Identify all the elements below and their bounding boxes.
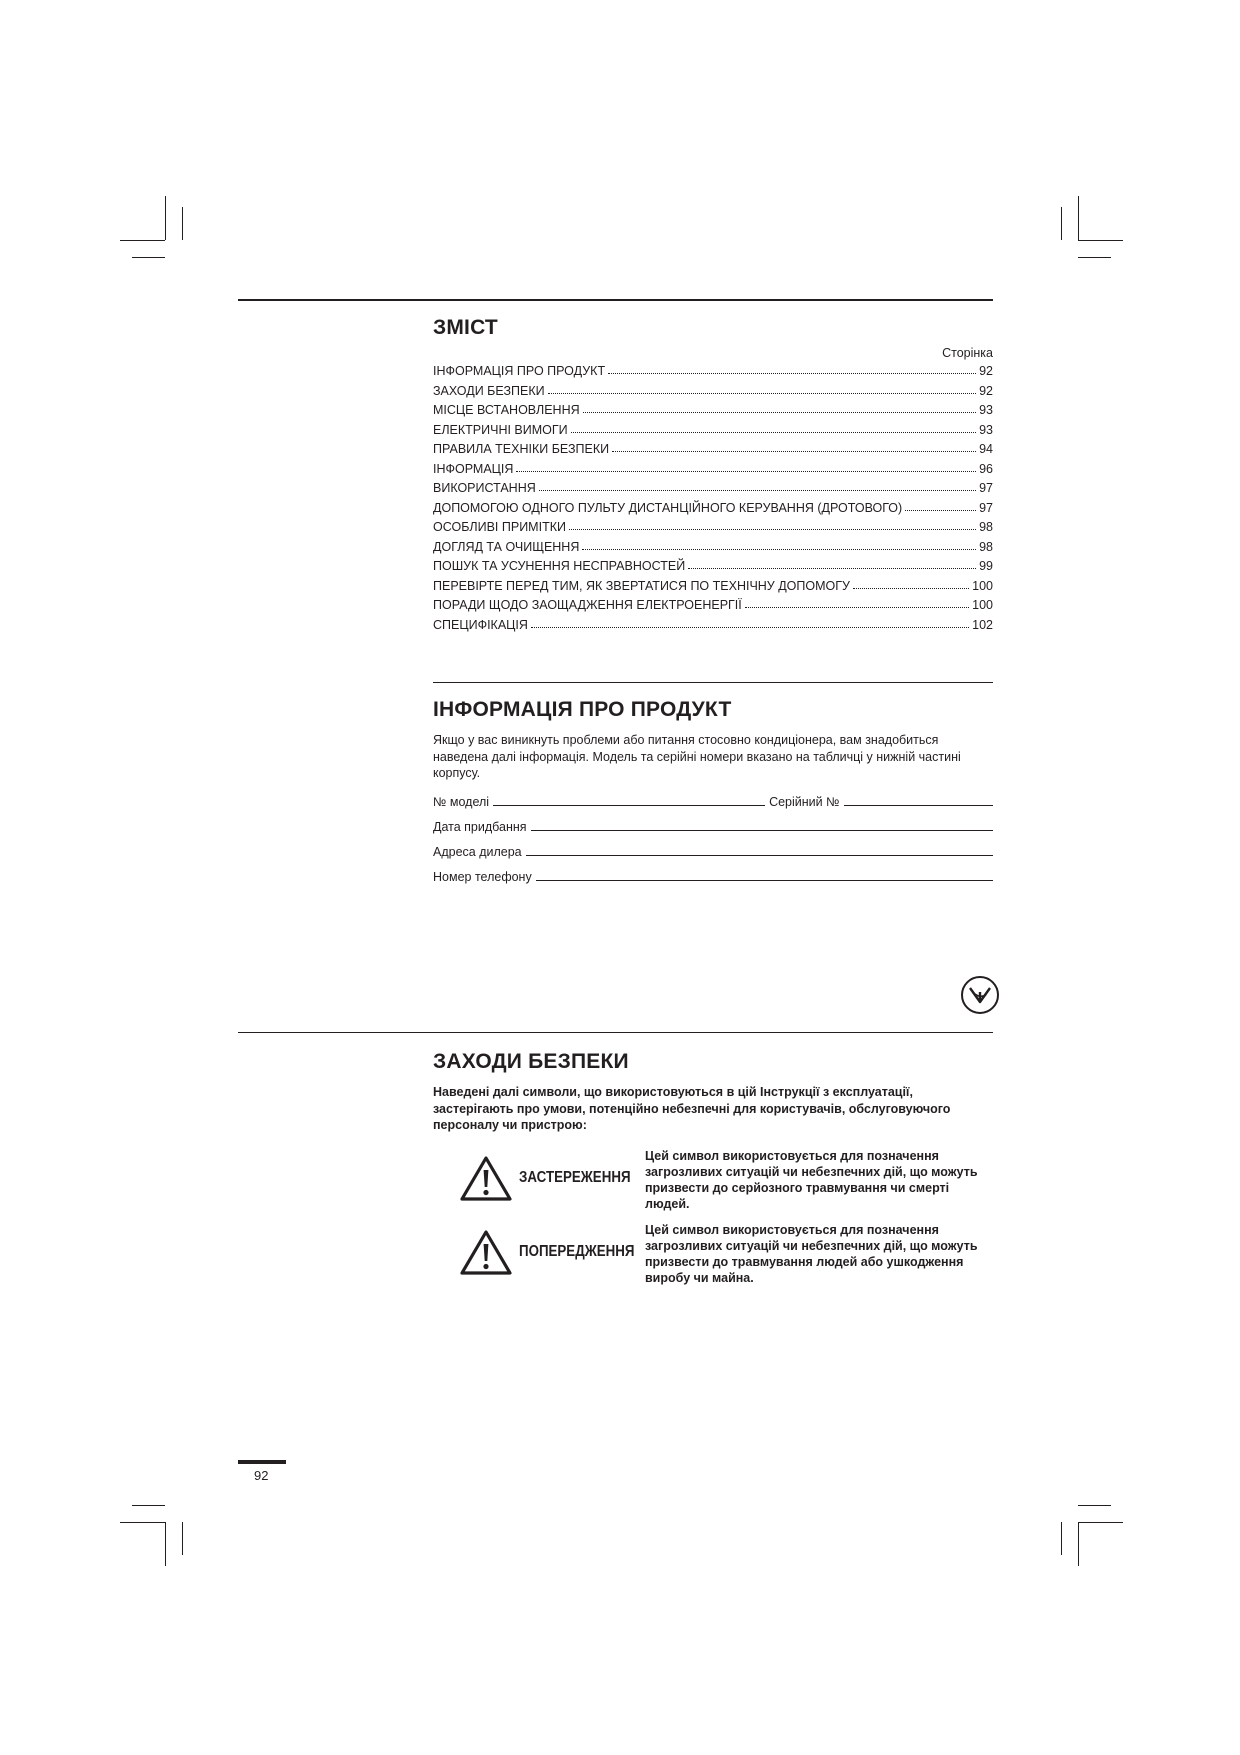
toc-item-title: ПРАВИЛА ТЕХНІКИ БЕЗПЕКИ [433, 442, 610, 456]
toc-item-page: 100 [972, 598, 993, 612]
safety-intro: Наведені далі символи, що використовуються в цій Інструкції з експлуатації, застерігають про умови, потенційно небезпечні для користувачів, обслуговуючого персоналу чи пристрою: [433, 1085, 951, 1132]
toc-item-title: ПОРАДИ ЩОДО ЗАОЩАДЖЕННЯ ЕЛЕКТРОЕНЕРГІЇ [433, 598, 742, 612]
toc-item-page: 94 [979, 442, 993, 456]
toc-item[interactable] [433, 516, 993, 536]
phone-row [433, 865, 993, 890]
toc-item-title: ОСОБЛИВІ ПРИМІТКИ [433, 520, 566, 534]
toc-list [433, 360, 993, 633]
safety-section [433, 1050, 993, 1286]
toc-item-title: ВИКОРИСТАННЯ [433, 481, 536, 495]
toc-item[interactable] [433, 399, 993, 419]
page-number: 92 [254, 1468, 269, 1483]
purchase-date-row [433, 815, 993, 840]
toc-item-title: МІСЦЕ ВСТАНОВЛЕННЯ [433, 403, 580, 417]
warning-symbol-row [433, 1148, 993, 1212]
toc-item-page: 97 [979, 500, 993, 515]
toc-item-title: ПОШУК ТА УСУНЕННЯ НЕСПРАВНОСТЕЙ [433, 559, 686, 573]
product-info-title: ІНФОРМАЦІЯ ПРО ПРОДУКТ [433, 698, 732, 721]
toc-item-title: ДОГЛЯД ТА ОЧИЩЕННЯ [433, 539, 580, 554]
toc-item-page: 92 [979, 383, 993, 398]
toc-item-page: 98 [979, 539, 993, 554]
toc-item[interactable] [433, 555, 993, 575]
toc-item-page: 97 [979, 481, 993, 495]
toc-item[interactable] [433, 614, 993, 634]
toc-item-page: 93 [979, 422, 993, 437]
toc-item[interactable] [433, 458, 993, 478]
toc-item-page: 99 [979, 559, 993, 573]
toc-item[interactable] [433, 497, 993, 517]
caution-text: Цей символ використовується для позначення загрозливих ситуацій чи небезпечних дій, що можуть призвести до травмування людей або ушкодження виробу чи майна. [645, 1222, 978, 1285]
warning-text: Цей символ використовується для позначення загрозливих ситуацій чи небезпечних дій, що можуть призвести до серйозного травмування чи смерті людей. [645, 1148, 978, 1211]
product-info-intro: Якщо у вас виникнуть проблеми або питання стосовно кондиціонера, вам знадобиться наведена далі інформація. Модель та серійні номери вказано на табличці у нижній частині корпусу. [433, 733, 961, 780]
dealer-address-field[interactable] [526, 841, 993, 856]
toc-item-title: ПЕРЕВІРТЕ ПЕРЕД ТИМ, ЯК ЗВЕРТАТИСЯ ПО ТЕХНІЧНУ ДОПОМОГУ [433, 578, 850, 593]
phone-field[interactable] [536, 866, 993, 881]
phone-label: Номер телефону [433, 869, 532, 884]
toc-item-title: ЕЛЕКТРИЧНІ ВИМОГИ [433, 422, 568, 437]
toc-item[interactable] [433, 438, 993, 458]
warning-triangle-icon [459, 1154, 513, 1202]
toc-item-title: ДОПОМОГОЮ ОДНОГО ПУЛЬТУ ДИСТАНЦІЙНОГО КЕРУВАННЯ (ДРОТОВОГО) [433, 500, 903, 515]
product-info-section [433, 698, 993, 890]
toc-item[interactable] [433, 575, 993, 595]
caution-symbol-row [433, 1222, 993, 1286]
warning-label: ЗАСТЕРЕЖЕННЯ [519, 1168, 631, 1186]
toc-item-page: 98 [979, 520, 993, 534]
toc-title: ЗМІСТ [433, 316, 498, 339]
toc-item-page: 93 [979, 403, 993, 417]
page-number-bar [238, 1460, 286, 1464]
toc-item-title: ЗАХОДИ БЕЗПЕКИ [433, 383, 545, 398]
toc-section [433, 316, 993, 633]
serial-label: Серійний № [769, 794, 840, 809]
toc-item-page: 96 [979, 461, 993, 476]
toc-item[interactable] [433, 477, 993, 497]
toc-page-label: Сторінка [942, 346, 993, 360]
toc-item[interactable] [433, 536, 993, 556]
toc-item-page: 102 [972, 617, 993, 632]
toc-item[interactable] [433, 594, 993, 614]
toc-item-title: ІНФОРМАЦІЯ ПРО ПРОДУКТ [433, 364, 606, 378]
ukrsepro-mark-icon [960, 975, 1000, 1015]
product-info-rule [433, 682, 993, 683]
purchase-date-label: Дата придбання [433, 819, 527, 834]
toc-item-title: СПЕЦИФІКАЦІЯ [433, 617, 528, 632]
caution-label: ПОПЕРЕДЖЕННЯ [519, 1242, 635, 1260]
model-field[interactable] [493, 791, 765, 806]
safety-rule [238, 1032, 993, 1033]
purchase-date-field[interactable] [531, 816, 993, 831]
toc-top-rule [238, 299, 993, 301]
dealer-address-row [433, 840, 993, 865]
toc-item-page: 92 [979, 364, 993, 378]
toc-item-page: 100 [972, 578, 993, 593]
model-label: № моделі [433, 794, 490, 809]
warning-triangle-icon [459, 1228, 513, 1276]
toc-item[interactable] [433, 419, 993, 439]
model-serial-row [433, 790, 993, 815]
safety-title: ЗАХОДИ БЕЗПЕКИ [433, 1050, 629, 1073]
toc-item-title: ІНФОРМАЦІЯ [433, 461, 514, 476]
toc-item[interactable] [433, 380, 993, 400]
toc-item[interactable] [433, 360, 993, 380]
serial-field[interactable] [844, 791, 993, 806]
dealer-address-label: Адреса дилера [433, 844, 522, 859]
